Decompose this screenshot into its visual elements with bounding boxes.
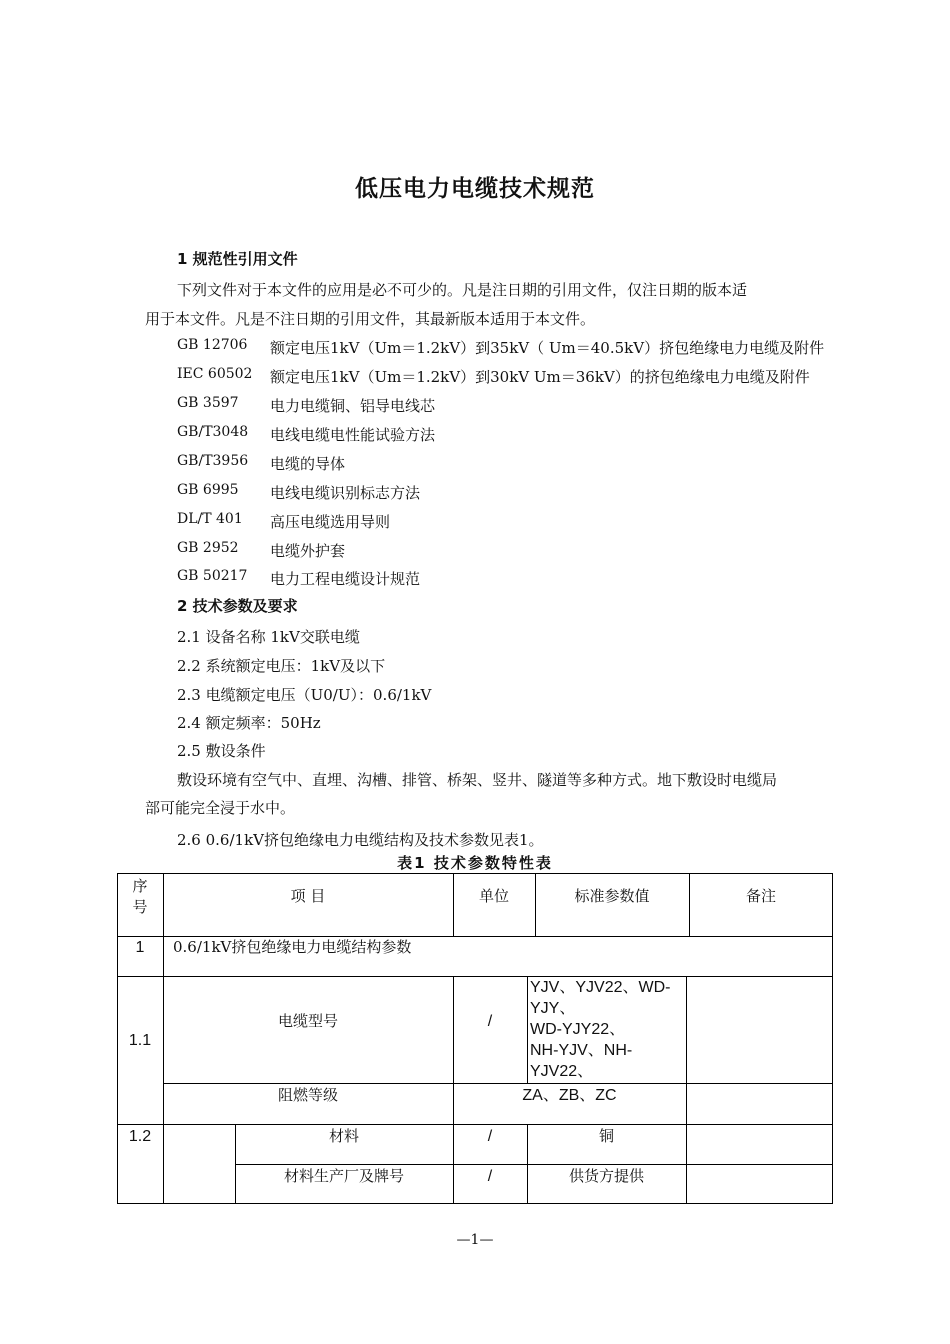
table-caption: 表1 技术参数特性表: [397, 854, 553, 872]
header-seq-line-1: 序: [132, 877, 148, 895]
section-1-heading: 1 规范性引用文件: [177, 250, 298, 268]
cable-model-value-line: WD-YJY22、: [530, 1021, 626, 1038]
ref-name: 电缆外护套: [270, 542, 346, 560]
ref-code: IEC 60502: [177, 366, 253, 382]
ref-code: DL/T 401: [177, 511, 243, 527]
flame-grade-value: ZA、ZB、ZC: [522, 1087, 617, 1104]
param-item-2-6: 2.6 0.6/1kV挤包绝缘电力电缆结构及技术参数见表1。: [177, 831, 544, 849]
row-1-2-seq: 1.2: [128, 1128, 152, 1145]
ref-name: 电缆的导体: [270, 455, 346, 473]
maker-value: 供货方提供: [568, 1167, 644, 1185]
param-item: 2.3 电缆额定电压（U0/U）：0.6/1kV: [177, 686, 432, 704]
row-1-item: 0.6/1kV挤包绝缘电力电缆结构参数: [173, 938, 412, 956]
ref-name: 电线电缆电性能试验方法: [270, 426, 436, 444]
page-number: —1—: [456, 1232, 494, 1248]
cable-model-label: 电缆型号: [277, 1012, 338, 1030]
ref-code: GB 50217: [177, 568, 248, 584]
table-rule: [832, 873, 833, 1204]
ref-code: GB/T3048: [177, 424, 249, 440]
table-rule: [163, 1083, 833, 1084]
ref-code: GB 12706: [177, 337, 248, 353]
header-seq: [117, 876, 163, 918]
cable-model-value-line: NH-YJV、NH-: [530, 1042, 633, 1059]
page-title: 低压电力电缆技术规范: [355, 176, 595, 202]
header-standard-value: 标准参数值: [574, 887, 650, 905]
param-item: 2.2 系统额定电压：1kV及以下: [177, 657, 386, 675]
header-seq-line-2: 号: [132, 898, 148, 916]
ref-name: 电线电缆识别标志方法: [270, 484, 421, 502]
cable-model-value-line: YJY、: [530, 1000, 576, 1017]
param-item: 2.5 敷设条件: [177, 742, 266, 760]
table-rule: [686, 976, 687, 1204]
section-2-paragraph-line-2: 部可能完全浸于水中。: [145, 799, 296, 817]
param-item: 2.1 设备名称 1kV交联电缆: [177, 628, 360, 646]
ref-name: 电力工程电缆设计规范: [270, 570, 421, 588]
table-rule: [235, 1164, 833, 1165]
header-item: 项 目: [290, 887, 326, 905]
header-note: 备注: [745, 887, 776, 905]
flame-grade-label: 阻燃等级: [277, 1086, 338, 1104]
row-1-1-seq: 1.1: [128, 1032, 152, 1049]
param-item: 2.4 额定频率：50Hz: [177, 714, 321, 732]
ref-name: 额定电压1kV（Um＝1.2kV）到35kV（ Um＝40.5kV）挤包绝缘电力电缆及附件: [270, 339, 825, 357]
table-rule: [117, 976, 833, 977]
ref-code: GB 6995: [177, 482, 239, 498]
ref-name: 额定电压1kV（Um＝1.2kV）到30kV Um＝36kV）的挤包绝缘电力电缆及附件: [270, 368, 810, 386]
maker-label: 材料生产厂及牌号: [283, 1167, 404, 1185]
cable-model-value-line: YJV、YJV22、WD-: [530, 979, 671, 996]
ref-code: GB 2952: [177, 540, 239, 556]
cable-model-values: [530, 977, 686, 1082]
material-label: 材料: [328, 1127, 359, 1145]
cable-model-unit: /: [487, 1013, 493, 1030]
ref-code: GB/T3956: [177, 453, 249, 469]
cable-model-value-line: YJV22、: [530, 1063, 594, 1080]
material-unit: /: [487, 1128, 493, 1145]
ref-code: GB 3597: [177, 395, 239, 411]
section-1-paragraph-line-2: 用于本文件。凡是不注日期的引用文件，其最新版本适用于本文件。: [145, 310, 596, 328]
table-rule: [117, 1203, 833, 1204]
ref-name: 电力电缆铜、铝导电线芯: [270, 397, 436, 415]
section-2-paragraph-line-1: 敷设环境有空气中、直埋、沟槽、排管、桥架、竖井、隧道等多种方式。地下敷设时电缆局: [177, 771, 778, 789]
section-2-heading: 2 技术参数及要求: [177, 597, 298, 615]
row-1-seq: 1: [135, 939, 145, 956]
material-value: 铜: [598, 1127, 614, 1145]
table-rule: [117, 873, 833, 874]
parameter-table: [117, 873, 833, 1204]
table-rule: [163, 873, 164, 1204]
table-rule: [117, 1124, 833, 1125]
maker-unit: /: [487, 1168, 493, 1185]
table-rule: [527, 976, 528, 1083]
header-unit: 单位: [478, 887, 509, 905]
section-1-paragraph-line-1: 下列文件对于本文件的应用是必不可少的。凡是注日期的引用文件，仅注日期的版本适: [177, 281, 748, 299]
ref-name: 高压电缆选用导则: [270, 513, 391, 531]
